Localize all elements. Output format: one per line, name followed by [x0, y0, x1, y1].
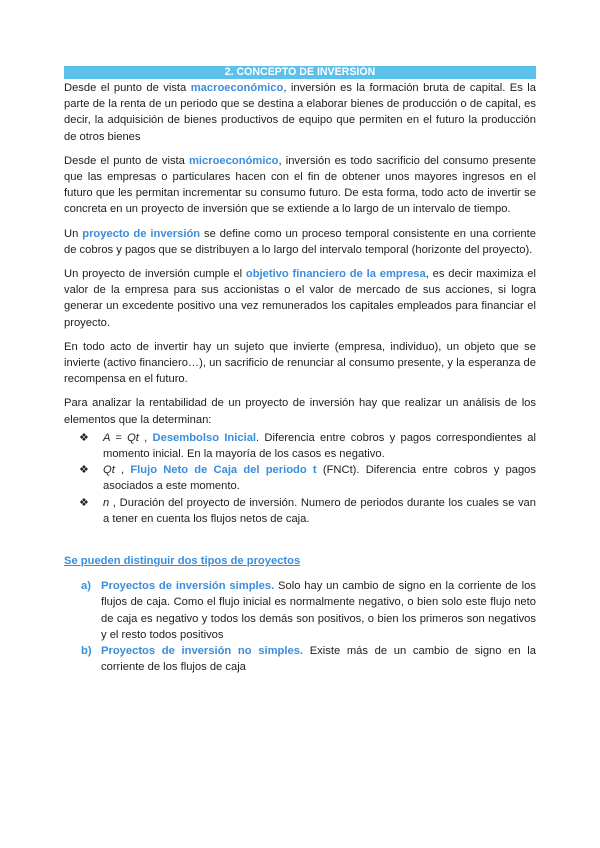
text: Un — [64, 227, 83, 240]
term: Proyectos de inversión simples. — [101, 580, 275, 593]
list-item — [64, 643, 536, 675]
item-label: a) — [81, 580, 91, 593]
paragraph-objetivo — [64, 266, 536, 331]
paragraph-acto-invertir: En todo acto de invertir hay un sujeto que invierte (empresa, individuo), un objeto que se invierte (activo financiero…), un sacrificio de renunciar al consumo presente, y la esperanza de recompensa en el futuro. — [64, 340, 536, 386]
text: se define como un proceso temporal consistente en una corriente de cobros y pagos que se distribuyen a lo largo del intervalo temporal (horizonte del proyecto). — [64, 227, 536, 256]
text: , es decir maximiza el valor de la empresa para sus accionistas o el valor de mercado de sus acciones, si logra generar un excedente positivo una vez remunerados los capitales empleados para financiar el proyecto. — [64, 268, 536, 329]
elements-list — [64, 430, 536, 527]
diamond-bullet-icon: ❖ — [79, 464, 89, 477]
symbol: A = Qt — [103, 431, 139, 444]
text: Desde el punto de vista — [64, 154, 189, 167]
term-proyecto-inversion: proyecto de inversión — [82, 227, 201, 240]
project-types-list — [64, 578, 536, 675]
paragraph-rentabilidad: Para analizar la rentabilidad de un proyecto de inversión hay que realizar un análisis de los elementos que la determinan: — [64, 397, 536, 426]
text: , — [138, 431, 153, 444]
term-macroeconomico: macroeconómico — [190, 82, 284, 94]
text: Duración del proyecto de inversión. Numero de periodos durante los cuales se van a tener en cuenta los flujos netos de caja. — [103, 496, 536, 525]
term: Desembolso Inicial — [152, 431, 257, 444]
document-page — [64, 66, 536, 676]
symbol: n — [103, 496, 110, 509]
term-objetivo-financiero: objetivo financiero de la empresa — [245, 268, 426, 281]
list-item — [64, 430, 536, 462]
list-item — [64, 578, 536, 643]
paragraph-macro — [64, 80, 536, 145]
text: Solo hay un cambio de signo en la corriente de los flujos de caja. Como el flujo inicial es normalmente negativo, o bien solo este flujo neto de caja es negativo y todos los demás son positivos, o bien los primeros son negativos y el resto todos positivos — [101, 580, 536, 641]
section-heading: 2. CONCEPTO DE INVERSIÓN — [64, 66, 536, 79]
list-item — [64, 462, 536, 494]
diamond-bullet-icon: ❖ — [79, 431, 89, 444]
text: Existe más de un cambio de signo en la corriente de los flujos de caja — [101, 645, 536, 674]
paragraph-micro — [64, 153, 536, 218]
text: (FNCt). Diferencia entre cobros y pagos asociados a este momento. — [103, 464, 536, 493]
text: Un proyecto de inversión cumple el — [64, 268, 246, 281]
symbol: Qt — [103, 464, 115, 477]
item-label: b) — [81, 645, 92, 658]
text: , inversión es la formación bruta de capital. Es la parte de la renta de un periodo que se destina a elaborar bienes de producción o de capital, es decir, la adquisición de bienes productivos de equipo que permiten en el futuro la producción de otros bienes — [64, 82, 536, 143]
text: Desde el punto de vista — [64, 82, 191, 94]
text: . Diferencia entre cobros y pagos correspondientes al momento inicial. En la mayoría de los casos es negativo. — [103, 431, 536, 461]
subheading: Se pueden distinguir dos tipos de proyectos — [64, 555, 301, 568]
paragraph-proyecto — [64, 226, 536, 258]
term: Proyectos de inversión no simples. — [101, 645, 304, 658]
term: Flujo Neto de Caja del periodo t — [130, 464, 317, 477]
text: , — [114, 464, 131, 477]
text: , — [109, 496, 120, 509]
diamond-bullet-icon: ❖ — [79, 496, 89, 509]
text: , inversión es todo sacrificio del consumo presente que las empresas o particulares hacen con el fin de obtener unos mayores ingresos en el futuro que les permitan incrementar su consumo futuro. De esta forma, todo acto de invertir se concreta en un proyecto de inversión que se extiende a lo largo de un intervalo de tiempo. — [64, 154, 537, 216]
term-microeconomico: microeconómico — [188, 154, 279, 167]
list-item — [64, 495, 536, 527]
